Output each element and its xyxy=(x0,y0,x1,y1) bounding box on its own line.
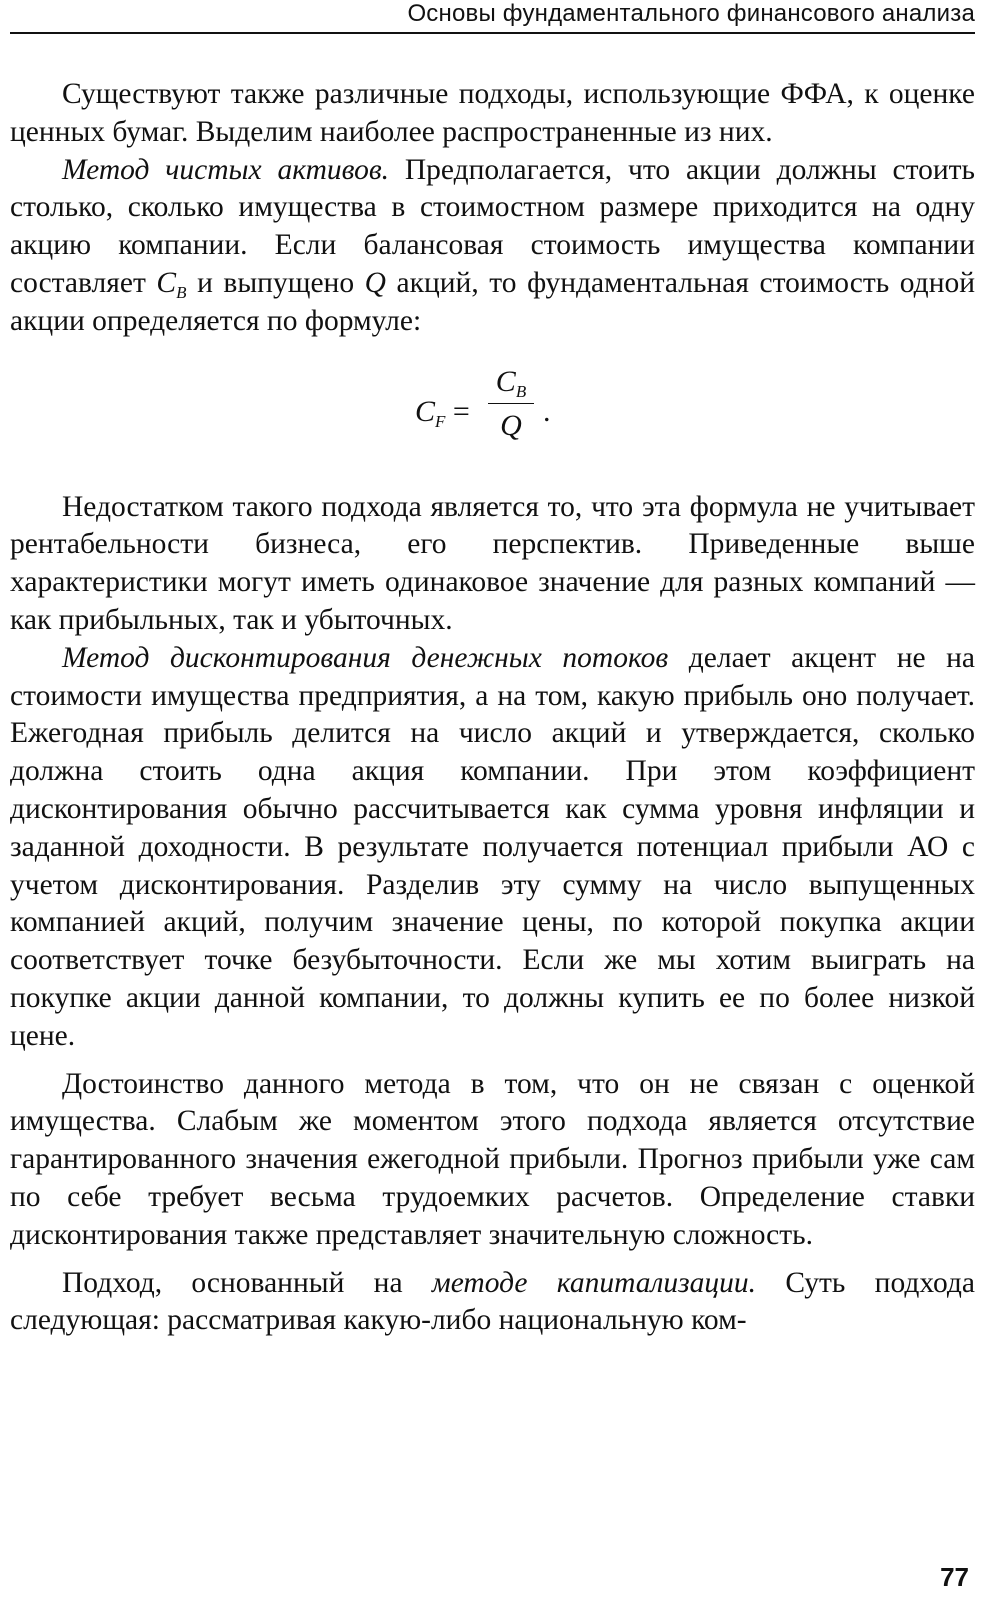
paragraph-dcf-assessment xyxy=(10,1066,975,1255)
formula-lhs-subscript: F xyxy=(435,411,446,431)
formula-denominator: Q xyxy=(500,408,522,442)
paragraph-drawbacks-text: Недостатком такого подхода является то, что эта формула не учитывает рентабельности бизнеса, его перспектив. Приведенные выше характеристики могут иметь одинаковое значение для разных компаний — как прибыльных, так и убыточных. xyxy=(10,490,975,636)
formula-equals: = xyxy=(445,394,470,428)
formula-fraction xyxy=(488,363,534,444)
formula-trailing-dot: . xyxy=(543,394,551,428)
formula-lhs-symbol: C xyxy=(415,394,436,428)
paragraph-drawbacks xyxy=(10,489,975,640)
running-header xyxy=(10,0,975,34)
paragraph-capitalization-method xyxy=(10,1265,975,1341)
page-number: 77 xyxy=(940,1562,969,1592)
var-c-subscript: B xyxy=(176,282,187,302)
net-assets-text-c: акций, то фундаментальная стоимость одной акции определяется по формуле: xyxy=(10,266,976,337)
dcf-method-term: Метод дисконтирования денежных потоков xyxy=(62,641,669,674)
var-q: Q xyxy=(364,266,386,299)
dcf-method-text: делает акцент не на стоимости имущества предприятия, а на том, какую прибыль оно получает. Ежегодная прибыль делится на число акций и утверждается, сколько должна стоить одна акция компании. При этом коэффициент дисконтирования обычно рассчитывается как сумма уровня инфляции и заданной доходности. В результате получается потенциал прибыли АО с учетом дисконтирования. Разделив эту сумму на число выпущенных компанией акций, получим значение цены, по которой покупка акции соответствует точке безубыточности. Если же мы хотим выиграть на покупке акции данной компании, то должны купить ее по более низкой цене. xyxy=(10,641,975,1052)
paragraph-net-assets-method xyxy=(10,152,975,341)
net-assets-text-a: Предполагается, что акции должны стоить столько, сколько имущества в стоимостном размере приходится на одну акцию компании. Если балансовая стоимость имущества компании составляет xyxy=(10,153,975,299)
paragraph-dcf-assessment-text: Достоинство данного метода в том, что он не связан с оценкой имущества. Слабым же моментом этого подхода является отсутствие гарантированного значения ежегодной прибыли. Прогноз прибыли уже сам по себе требует весьма трудоемких расчетов. Определение ставки дисконтирования также представляет значительную сложность. xyxy=(10,1067,975,1251)
formula-fraction-bar xyxy=(488,403,534,404)
paragraph-intro-text: Существуют также различные подходы, использующие ФФА, к оценке ценных бумаг. Выделим наиболее распространенные из них. xyxy=(10,78,975,148)
capitalization-method-term: методе капитализации. xyxy=(431,1266,756,1299)
capitalization-text-b: Суть подхода следующая: рассматривая какую-либо национальную ком- xyxy=(10,1266,975,1337)
paragraph-dcf-method xyxy=(10,640,975,1056)
page-body xyxy=(10,76,975,1340)
formula-numerator xyxy=(488,363,534,401)
formula-numerator-subscript: B xyxy=(515,381,527,401)
formula-lhs xyxy=(415,395,470,429)
net-assets-text-b: и выпущено xyxy=(186,266,365,299)
formula-numerator-symbol: C xyxy=(495,364,516,398)
running-title: Основы фундаментального финансового анализа xyxy=(407,0,975,27)
paragraph-intro xyxy=(10,76,975,152)
var-c: C xyxy=(156,266,177,299)
net-assets-method-term: Метод чистых активов. xyxy=(62,153,389,186)
capitalization-text-a: Подход, основанный на xyxy=(62,1266,432,1299)
formula-block xyxy=(10,341,975,489)
